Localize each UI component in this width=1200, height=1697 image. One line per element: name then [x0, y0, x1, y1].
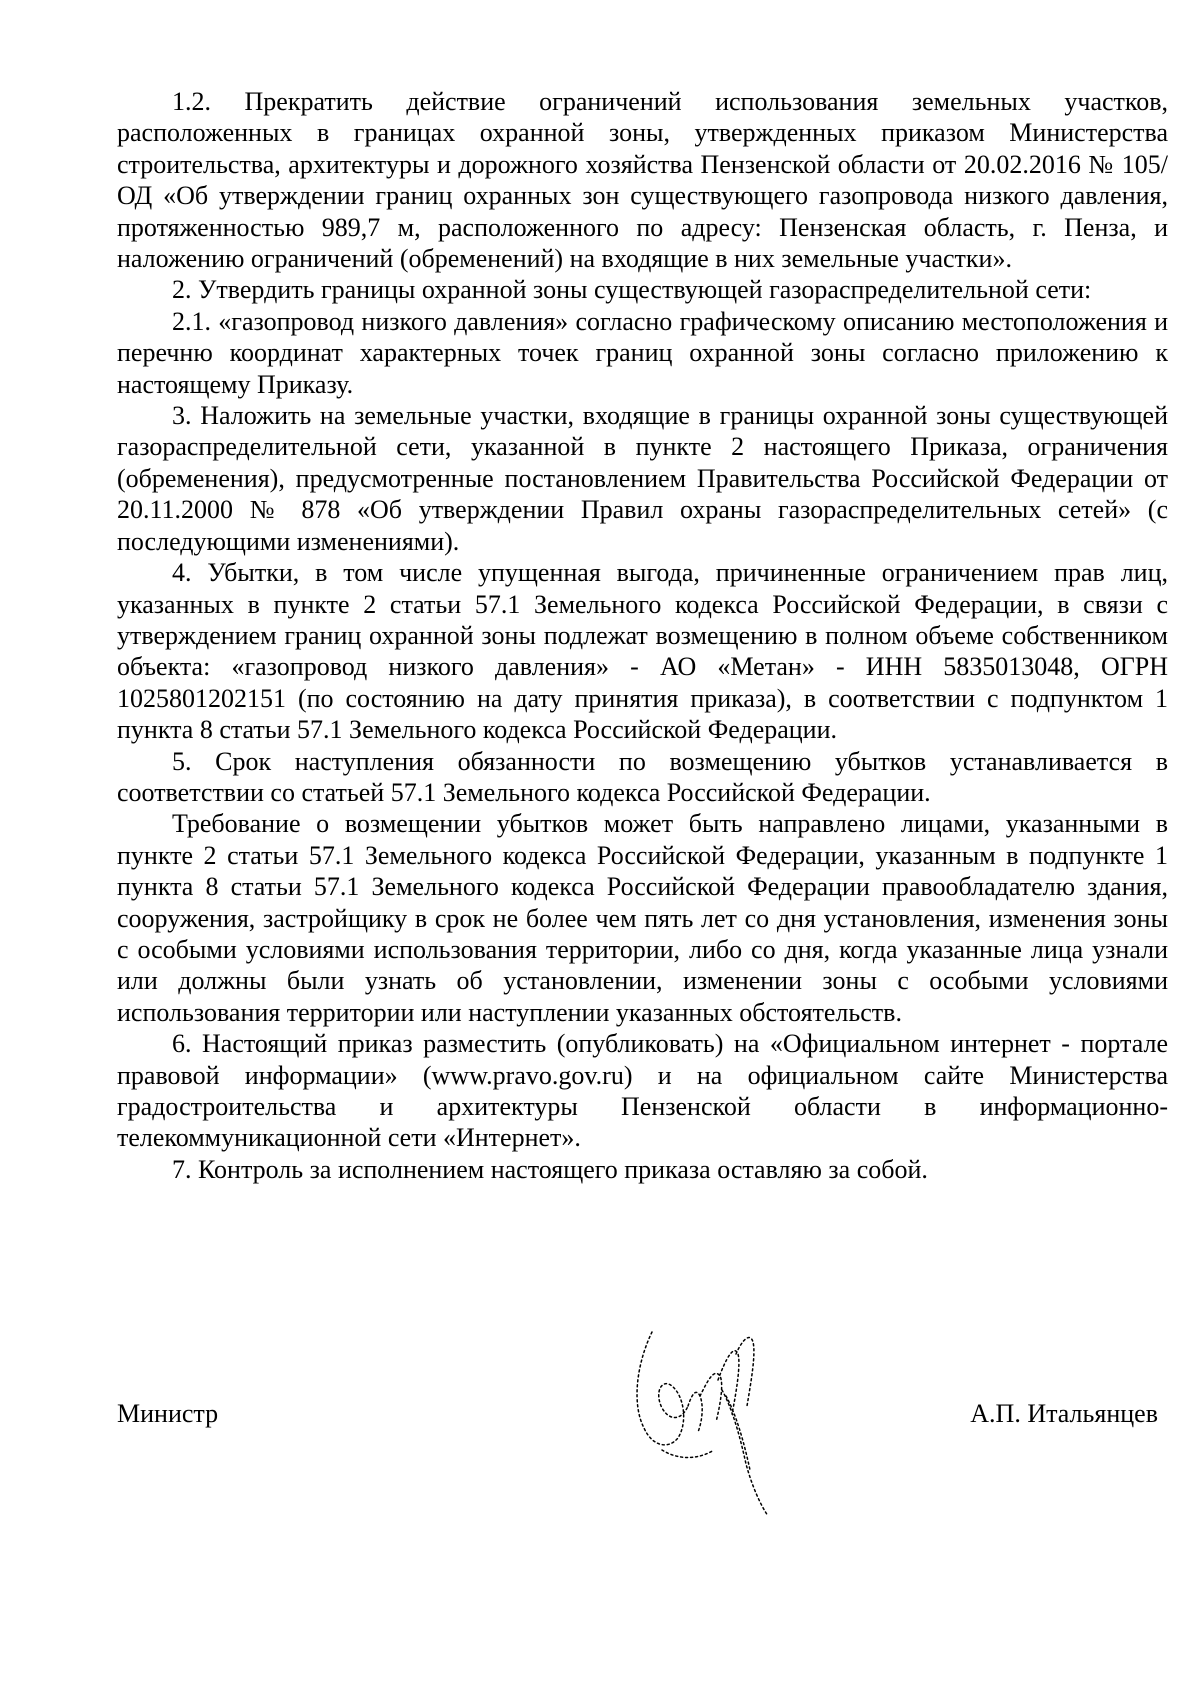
paragraph-6: 6. Настоящий приказ разместить (опубликовать) на «Официальном интернет - портале правовой информации» (www.pravo.gov.ru) и на официальном сайте Министерства градостроительства и архитектуры Пензенской области в информационно-телекоммуникационной сети «Интернет».	[117, 1029, 1168, 1153]
paragraph-5: 5. Срок наступления обязанности по возмещению убытков устанавливается в соответствии со статьей 57.1 Земельного кодекса Российской Федерации.	[117, 746, 1168, 807]
signatory-name: А.П. Итальянцев	[970, 1399, 1158, 1428]
paragraph-1-2: 1.2. Прекратить действие ограничений использования земельных участков, расположенных в границах охранной зоны, утвержденных приказом Министерства строительства, архитектуры и дорожного хозяйства Пензенской области от 20.02.2016 № 105/ОД «Об утверждении границ охранных зон существующего газопровода низкого давления, протяженностью 989,7 м, расположенного по адресу: Пензенская область, г. Пенза, и наложению ограничений (обременений) на входящие в них земельные участки».	[117, 87, 1168, 274]
signature-block	[117, 1310, 1168, 1510]
paragraph-7: 7. Контроль за исполнением настоящего приказа оставляю за собой.	[172, 1154, 928, 1184]
document-body	[117, 86, 1168, 1185]
handwritten-signature-icon	[622, 1310, 802, 1520]
paragraph-3: 3. Наложить на земельные участки, входящие в границы охранной зоны существующей газораспределительной сети, указанной в пункте 2 настоящего Приказа, ограничения (обременения), предусмотренные постановлением Правительства Российской Федерации от 20.11.2000 № 878 «Об утверждении Правил охраны газораспределительных сетей» (с последующими изменениями).	[117, 401, 1168, 556]
paragraph-2: 2. Утвердить границы охранной зоны существующей газораспределительной сети:	[172, 275, 1092, 305]
paragraph-4: 4. Убытки, в том числе упущенная выгода, причиненные ограничением прав лиц, указанных в пункте 2 статьи 57.1 Земельного кодекса Российской Федерации, в связи с утверждением границ охранной зоны подлежат возмещению в полном объеме собственником объекта: «газопровод низкого давления» - АО «Метан» - ИНН 5835013048, ОГРН 1025801202151 (по состоянию на дату принятия приказа), в соответствии с подпунктом 1 пункта 8 статьи 57.1 Земельного кодекса Российской Федерации.	[117, 558, 1168, 745]
paragraph-5-note: Требование о возмещении убытков может быть направлено лицами, указанными в пункте 2 статьи 57.1 Земельного кодекса Российской Федерации, указанным в подпункте 1 пункта 8 статьи 57.1 Земельного кодекса Российской Федерации правообладателю здания, сооружения, застройщику в срок не более чем пять лет со дня установления, изменения зоны с особыми условиями использования территории, либо со дня, когда указанные лица узнали или должны были узнать об установлении, изменении зоны с особыми условиями использования территории или наступлении указанных обстоятельств.	[117, 809, 1168, 1027]
paragraph-2-1: 2.1. «газопровод низкого давления» согласно графическому описанию местоположения и перечню координат характерных точек границ охранной зоны согласно приложению к настоящему Приказу.	[117, 306, 1168, 399]
signatory-role: Министр	[117, 1399, 219, 1428]
